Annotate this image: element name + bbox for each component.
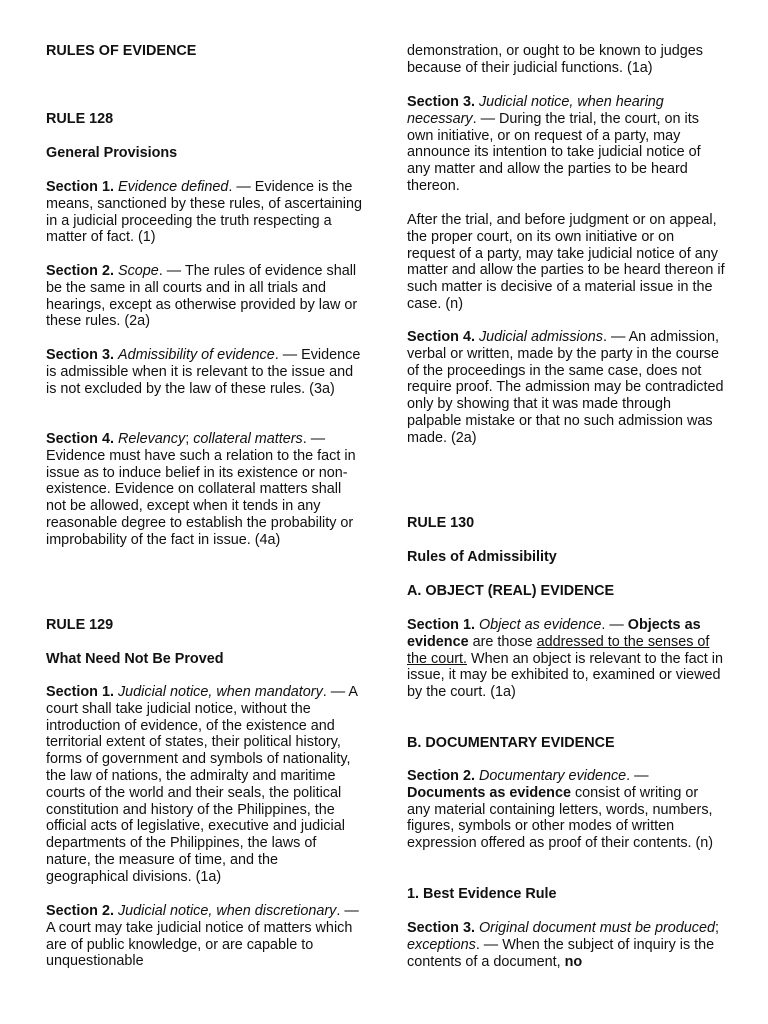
- section-bold-term: Objects as evidence: [407, 617, 701, 650]
- r130-section-2: [407, 768, 725, 852]
- section-label: Section 4.: [46, 431, 114, 447]
- part-b-heading: B. DOCUMENTARY EVIDENCE: [407, 735, 615, 751]
- section-title: Judicial notice, when discretionary: [117, 903, 337, 919]
- section-text: The rules of evidence shall be the same in all courts and in all trials and hearings, except as otherwise provided by law or these rules. (2a): [46, 263, 358, 330]
- section-label: Section 3.: [407, 920, 475, 936]
- best-evidence-rule-heading: 1. Best Evidence Rule: [407, 886, 557, 902]
- section-dash: . —: [602, 329, 629, 345]
- section-text: When the subject of inquiry is the contents of a document,: [407, 936, 715, 970]
- section-title: Evidence defined: [117, 179, 229, 195]
- section-text: An admission, verbal or written, made by the party in the course of the proceedings in the same case, does not require proof. The admission may be contradicted only by showing that it was made through palpable mistake or that no such admission was made. (2a): [407, 329, 724, 446]
- r129-section-2: [46, 903, 364, 970]
- section-dash: . —: [626, 768, 649, 784]
- section-bold-term: Documents as evidence: [407, 784, 571, 801]
- section-sep: ;: [714, 920, 719, 936]
- part-a-heading: A. OBJECT (REAL) EVIDENCE: [407, 583, 615, 599]
- section-title: Judicial notice, when mandatory: [117, 684, 323, 700]
- rule-130-heading: RULE 130: [407, 515, 475, 531]
- section-dash: . —: [475, 936, 503, 953]
- section-title: Admissibility of evidence: [117, 347, 275, 363]
- section-bold-tail: no: [564, 953, 583, 970]
- section-title: Documentary evidence: [478, 768, 627, 784]
- section-dash: . —: [472, 110, 499, 127]
- section-text: When an object is relevant to the fact in issue, it may be exhibited to, examined or viewed by the court. (1a): [407, 650, 723, 701]
- section-label: Section 2.: [46, 263, 114, 279]
- continuation-text: demonstration, or ought to be known to judges because of their judicial functions. (1a): [407, 43, 703, 76]
- section-title: Judicial admissions: [478, 329, 603, 345]
- section-title: Object as evidence: [478, 617, 602, 633]
- section-text: Evidence must have such a relation to the fact in issue as to induce belief in its existence or non-existence. Evidence on collateral matters shall not be allowed, except when it tends in any reasonable degree to establish the probability or improbability of the fact in issue. (4a): [46, 447, 356, 548]
- r128-section-4: [46, 431, 364, 549]
- rule-130-subheading: Rules of Admissibility: [407, 549, 557, 565]
- r130-section-3: [407, 920, 725, 970]
- section-text: During the trial, the court, on its own initiative, or on request of a party, may announce its intention to take judicial notice of any matter and allow the parties to be heard thereon.: [407, 110, 701, 194]
- r128-section-3: [46, 347, 364, 397]
- section-label: Section 1.: [407, 617, 475, 633]
- section-text: A court may take judicial notice of matters which are of public knowledge, or are capable to unquestionable: [46, 919, 353, 970]
- rule-128-subheading: General Provisions: [46, 145, 178, 161]
- section-title-2: exceptions: [407, 936, 476, 953]
- section-title: Original document must be produced: [478, 920, 715, 936]
- section-title-2: collateral matters: [193, 431, 303, 447]
- section-text: consist of writing or any material containing letters, words, numbers, figures, symbols or other modes of written expression offered as proof of their contents. (n): [407, 784, 714, 852]
- section-sep: ;: [185, 431, 194, 447]
- r129-section-3-paragraph-2: After the trial, and before judgment or on appeal, the proper court, on its own initiative or on request of a party, may take judicial notice of any matter and allow the parties to be heard thereon if such matter is decisive of a material issue in the case. (n): [407, 212, 725, 312]
- rule-128-heading: RULE 128: [46, 111, 114, 127]
- section-dash: . —: [228, 179, 255, 195]
- section-dash: . —: [158, 263, 185, 279]
- section-dash: . —: [274, 347, 302, 363]
- section-dash: . —: [302, 431, 326, 447]
- rule-129-subheading: What Need Not Be Proved: [46, 651, 224, 667]
- section-mid-text: are those: [468, 633, 537, 650]
- section-underlined-text: addressed to the senses of the court.: [407, 633, 710, 667]
- r129-section-4: [407, 329, 725, 447]
- section-text: Evidence is admissible when it is relevant to the issue and is not excluded by the law of these rules. (3a): [46, 347, 361, 397]
- section-title: Relevancy: [117, 431, 186, 447]
- section-text: A court shall take judicial notice, without the introduction of evidence, of the existence and territorial extent of states, their political history, forms of government and symbols of nationality, the law of nations, the admiralty and maritime courts of the world and their seals, the political constitution and history of the Philippines, the official acts of legislative, executive and judicial departments of the Philippines, the laws of nature, the measure of time, and the geographical divisions. (1a): [46, 684, 358, 885]
- section-label: Section 3.: [46, 347, 114, 363]
- section-label: Section 1.: [46, 684, 114, 700]
- section-title: Scope: [117, 263, 159, 279]
- section-label: Section 3.: [407, 94, 475, 110]
- rule-129-heading: RULE 129: [46, 617, 114, 633]
- section-dash: . —: [336, 903, 359, 919]
- document-title: RULES OF EVIDENCE: [46, 43, 197, 59]
- section-text: Evidence is the means, sanctioned by these rules, of ascertaining in a judicial proceeding the truth respecting a matter of fact. (1): [46, 179, 362, 246]
- section-title: Judicial notice, when hearing necessary: [407, 94, 664, 127]
- section-label: Section 1.: [46, 179, 114, 195]
- r129-section-3: [407, 94, 725, 195]
- r128-section-2: [46, 263, 364, 330]
- r129-section-1: [46, 684, 364, 886]
- r130-section-1: [407, 617, 725, 701]
- section-dash: . —: [601, 617, 628, 633]
- section-dash: . —: [322, 684, 349, 700]
- section-label: Section 2.: [407, 768, 475, 784]
- r128-section-1: [46, 179, 364, 246]
- section-label: Section 2.: [46, 903, 114, 919]
- section-label: Section 4.: [407, 329, 475, 345]
